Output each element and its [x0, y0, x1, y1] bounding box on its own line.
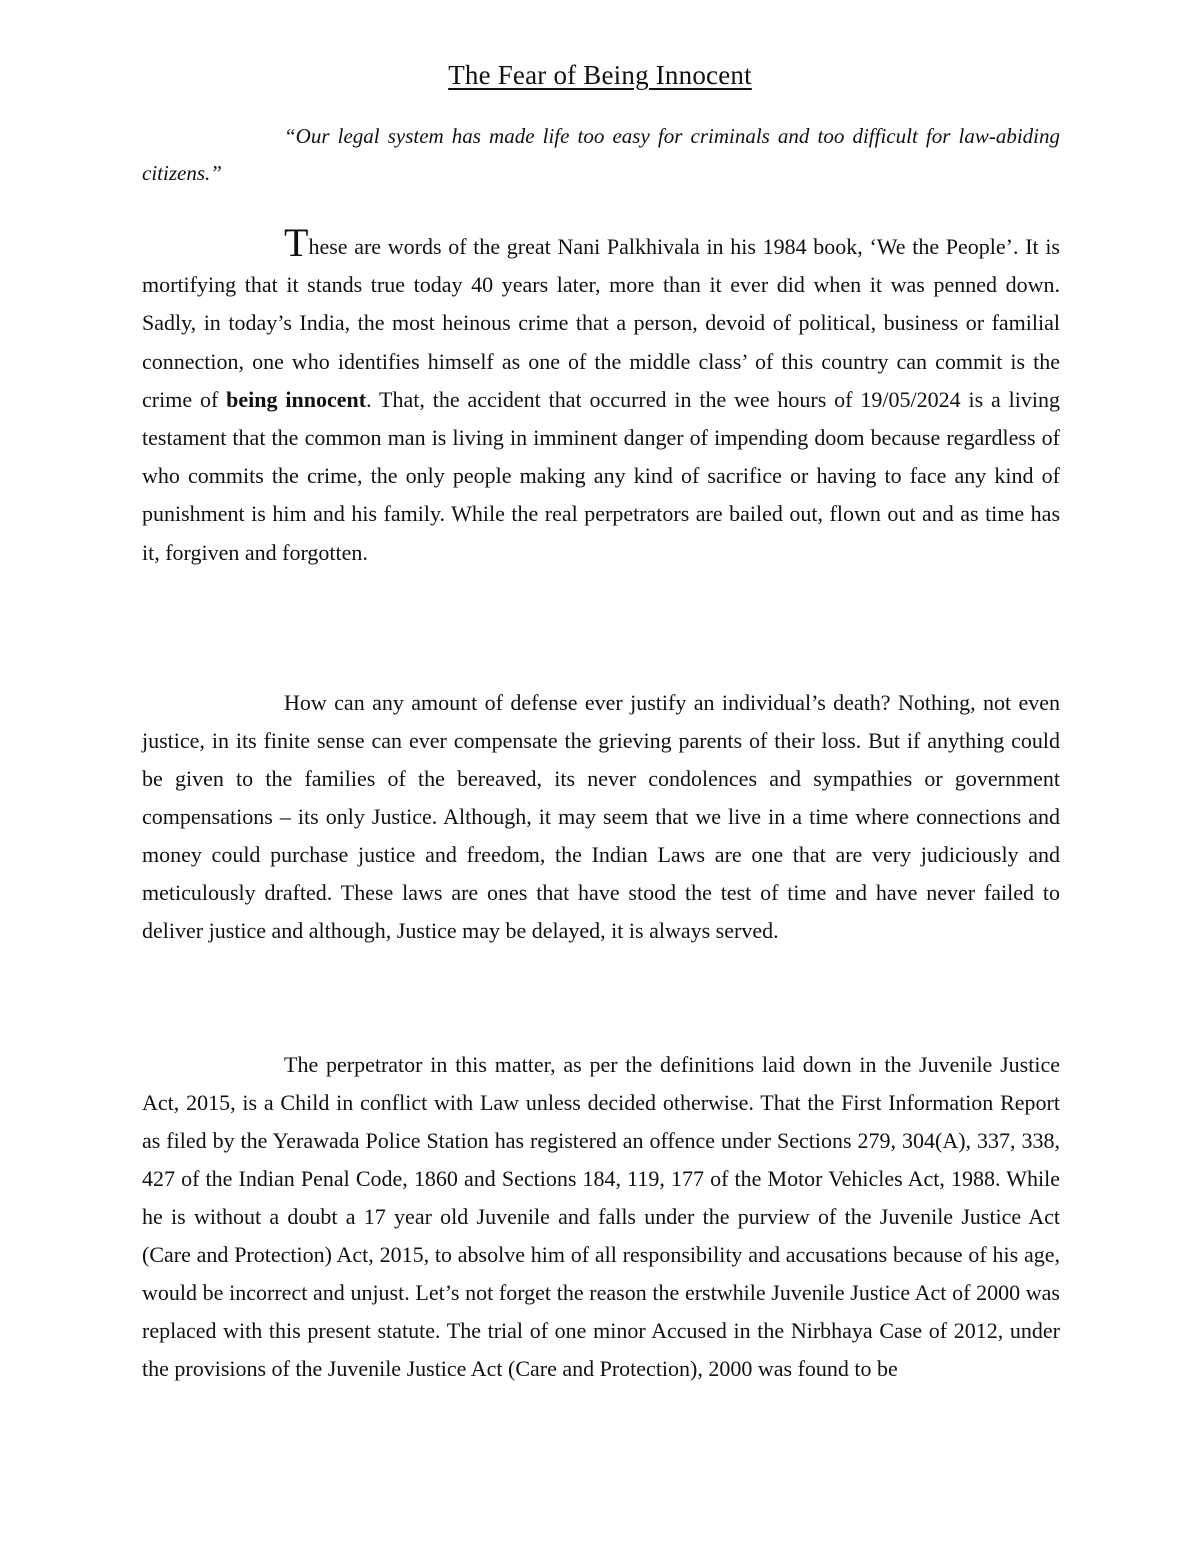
paragraph-1-text-end: . That, the accident that occurred in the wee hours of 19/05/2024 is a living testament that the common man is living in imminent danger of impending doom because regardless of who commits the crime, the only people making any kind of sacrifice or having to face any kind of punishment is him and his family. While the real perpetrators are bailed out, flown out and as time has it, forgiven and forgotten.: [142, 386, 1061, 565]
paragraph-1-text-start: hese are words of the great Nani Palkhivala in his 1984 book, ‘We the People’. It is mortifying that it stands true today 40 years later, more than it ever did when it was penned down. Sadly, in today’s India, the most heinous crime that a person, devoid of political, business or familial connection, one who identifies himself as one of the middle class’ of this country can commit is the crime of: [142, 234, 1060, 412]
paragraph-3: The perpetrator in this matter, as per the definitions laid down in the Juvenile Justice Act, 2015, is a Child in conflict with Law unless decided otherwise. That the First Information Report as filed by the Yerawada Police Station has registered an offence under Sections 279, 304(A), 337, 338, 427 of the Indian Penal Code, 1860 and Sections 184, 119, 177 of the Motor Vehicles Act, 1988. While he is without a doubt a 17 year old Juvenile and falls under the purview of the Juvenile Justice Act (Care and Protection) Act, 2015, to absolve him of all responsibility and accusations because of his age, would be incorrect and unjust. Let’s not forget the reason the erstwhile Juvenile Justice Act of 2000 was replaced with this present statute. The trial of one minor Accused in the Nirbhaya Case of 2012, under the provisions of the Juvenile Justice Act (Care and Protection), 2000 was found to be: [142, 1052, 1060, 1381]
drop-cap-letter: T: [284, 220, 309, 265]
emphasized-phrase: being innocent: [226, 386, 367, 412]
opening-quote: “Our legal system has made life too easy for criminals and too difficult for law-abiding citizens.”: [142, 124, 1060, 185]
paragraph-1: [142, 220, 1061, 572]
document-title: The Fear of Being Innocent: [448, 60, 752, 90]
paragraph-2: How can any amount of defense ever justify an individual’s death? Nothing, not even justice, in its finite sense can ever compensate the grieving parents of their loss. But if anything could be given to the families of the bereaved, its never condolences and sympathies or government compensations – its only Justice. Although, it may seem that we live in a time where connections and money could purchase justice and freedom, the Indian Laws are one that are very judiciously and meticulously drafted. These laws are ones that have stood the test of time and have never failed to deliver justice and although, Justice may be delayed, it is always served.: [142, 690, 1060, 943]
